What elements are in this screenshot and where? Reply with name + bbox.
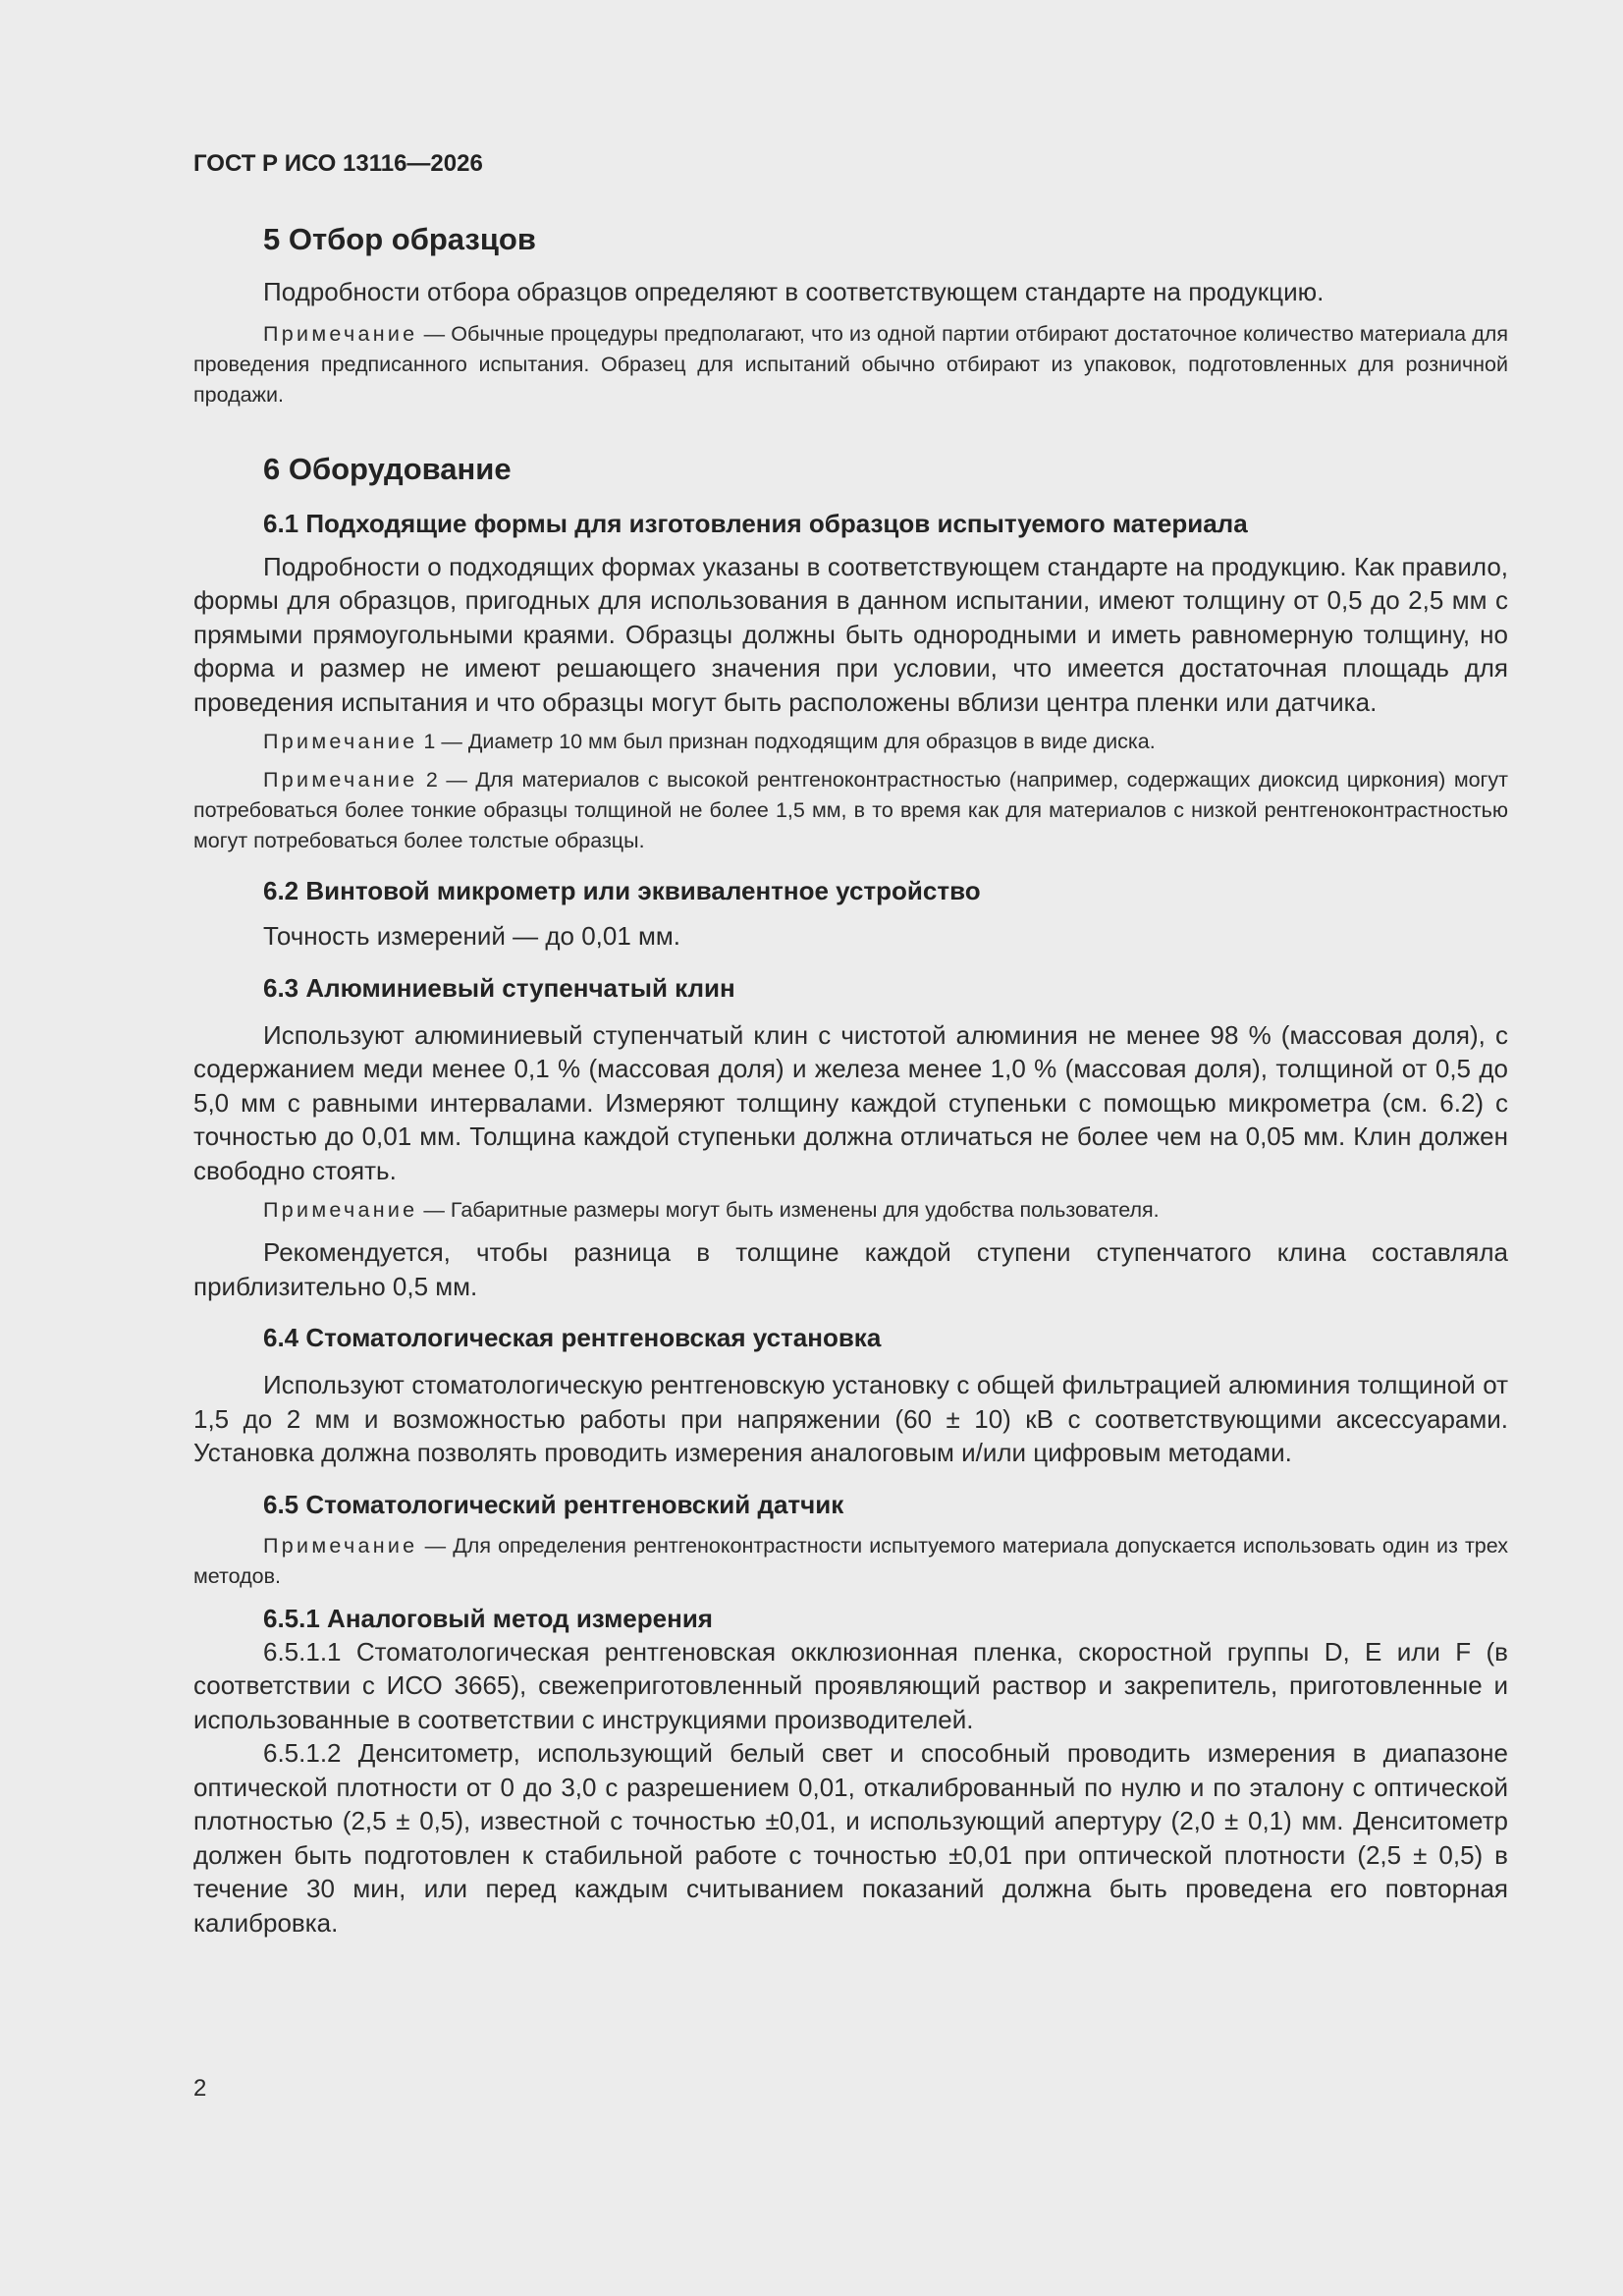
page-content bbox=[193, 147, 1508, 1940]
section-6-5-1-title: 6.5.1 Аналоговый метод измерения bbox=[263, 1603, 713, 1633]
document-header: ГОСТ Р ИСО 13116—2026 bbox=[193, 150, 483, 177]
note-text: 1 — Диаметр 10 мм был признан подходящим для образцов в виде диска. bbox=[417, 730, 1156, 753]
section-6-1-note-1 bbox=[193, 727, 1508, 757]
section-6-5-1-1-paragraph: 6.5.1.1 Стоматологическая рентгеновская окклюзионная пленка, скоростной группы D, E или F (в соответствии с ИСО 3665), свежеприготовленный проявляющий раствор и закрепитель, приготовленные и использованные в соответствии с инструкциями производителей. bbox=[193, 1636, 1508, 1734]
section-5-note bbox=[193, 319, 1508, 410]
section-6-1-title: 6.1 Подходящие формы для изготовления образцов испытуемого материала bbox=[263, 508, 1248, 538]
section-6-5-1-2-paragraph: 6.5.1.2 Денситометр, использующий белый свет и способный проводить измерения в диапазоне оптической плотности от 0 до 3,0 с разрешением 0,01, откалиброванный по нулю и по эталону с оптической плотностью (2,5 ± 0,5), известной с точностью ±0,01, и использующий апертуру (2,0 ± 0,1) мм. Денситометр должен быть подготовлен к стабильной работе с точностью ±0,01 при оптической плотности (2,5 ± 0,5) в течение 30 мин, или перед каждым считыванием показаний должна быть проведена его повторная калибровка. bbox=[193, 1738, 1508, 1938]
section-5-title: 5 Отбор образцов bbox=[263, 222, 536, 256]
section-6-3-title: 6.3 Алюминиевый ступенчатый клин bbox=[263, 972, 735, 1003]
section-6-1-paragraph: Подробности о подходящих формах указаны в соответствующем стандарте на продукцию. Как правило, формы для образцов, пригодных для использования в данном испытании, имеют толщину от 0,5 до 2,5 мм с прямыми прямоугольными краями. Образцы должны быть однородными и иметь равномерную толщину, но форма и размер не имеют решающего значения при условии, что имеется достаточная площадь для проведения испытания и что образцы могут быть расположены вблизи центра пленки или датчика. bbox=[193, 551, 1508, 717]
note-text: 2 — Для материалов с высокой рентгеноконтрастностью (например, содержащих диоксид циркония) могут потребоваться более тонкие образцы толщиной не более 1,5 мм, в то время как для материалов с низкой рентгеноконтрастностью могут потребоваться более толстые образцы. bbox=[193, 768, 1508, 852]
note-label: Примечание bbox=[263, 321, 418, 346]
section-6-5-note bbox=[193, 1531, 1508, 1592]
section-6-title: 6 Оборудование bbox=[263, 451, 512, 486]
section-6-1-note-2 bbox=[193, 765, 1508, 856]
note-label: Примечание bbox=[263, 1533, 418, 1558]
note-label: Примечание bbox=[263, 768, 418, 792]
section-6-5-title: 6.5 Стоматологический рентгеновский датчик bbox=[263, 1489, 844, 1519]
page-number: 2 bbox=[193, 2075, 207, 2102]
section-5-paragraph: Подробности отбора образцов определяют в соответствующем стандарте на продукцию. bbox=[263, 277, 1325, 306]
section-6-3-note bbox=[193, 1195, 1508, 1226]
section-6-3-paragraph-2: Рекомендуется, чтобы разница в толщине каждой ступени ступенчатого клина составляла приблизительно 0,5 мм. bbox=[193, 1237, 1508, 1301]
note-label: Примечание bbox=[263, 1198, 418, 1222]
note-text: — Для определения рентгеноконтрастности испытуемого материала допускается использовать один из трех методов. bbox=[193, 1533, 1508, 1588]
section-6-4-paragraph: Используют стоматологическую рентгеновскую установку с общей фильтрацией алюминия толщиной от 1,5 до 2 мм и возможностью работы при напряжении (60 ± 10) кВ с соответствующими аксессуарами. Установка должна позволять проводить измерения аналоговым и/или цифровым методами. bbox=[193, 1370, 1508, 1467]
section-6-2-paragraph: Точность измерений — до 0,01 мм. bbox=[263, 921, 680, 951]
section-6-3-paragraph: Используют алюминиевый ступенчатый клин с чистотой алюминия не менее 98 % (массовая доля), с содержанием меди менее 0,1 % (массовая доля) и железа менее 1,0 % (массовая доля), толщиной от 0,5 до 5,0 мм с равными интервалами. Измеряют толщину каждой ступеньки с помощью микрометра (см. 6.2) с точностью до 0,01 мм. Толщина каждой ступеньки должна отличаться не более чем на 0,05 мм. Клин должен свободно стоять. bbox=[193, 1019, 1508, 1185]
note-label: Примечание bbox=[263, 730, 418, 753]
note-text: — Габаритные размеры могут быть изменены для удобства пользователя. bbox=[417, 1198, 1160, 1222]
section-6-2-title: 6.2 Винтовой микрометр или эквивалентное устройство bbox=[263, 876, 981, 905]
note-text: — Обычные процедуры предполагают, что из одной партии отбирают достаточное количество материала для проведения предписанного испытания. Образец для испытаний обычно отбирают из упаковок, подготовленных для розничной продажи. bbox=[193, 321, 1508, 407]
section-6-4-title: 6.4 Стоматологическая рентгеновская установка bbox=[263, 1323, 882, 1352]
